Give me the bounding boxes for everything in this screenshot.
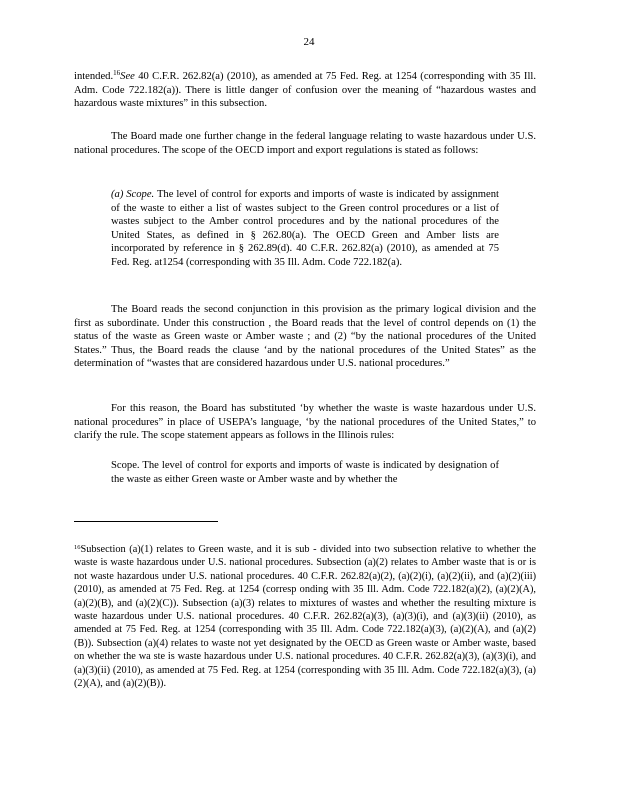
quote-text: The level of control for exports and imports of waste is indicated by assignment of the waste to either a list of wastes subject to the Green control procedures or a list of wastes subject to the Amber control procedures and by the national procedures of the United States, as defined in § 262.80(a). The OECD Green and Amber lists are incorporated by reference in § 262.89(d). 40 C.F.R. 262.82(a) (2010), as amended at 75 Fed. Reg. at1254 (corresponding with 35 Ill. Adm. Code 722.182(a). — [111, 189, 499, 268]
footnote-reference: 16 — [113, 69, 121, 77]
paragraph-text: The Board made one further change in the federal language relating to waste hazardous under U.S. national procedures. The scope of the OECD import and export regulations is stated as follows: — [74, 131, 536, 156]
block-quote-scope — [74, 188, 536, 270]
paragraph-intended — [74, 70, 536, 111]
block-quote-illinois-scope — [74, 459, 536, 486]
see-signal: See — [120, 71, 135, 82]
paragraph-text: intended. — [74, 71, 114, 82]
page-number: 24 — [303, 36, 315, 48]
footnote-number: 16 — [74, 544, 81, 551]
footnote-separator — [74, 521, 218, 522]
paragraph-text: 40 C.F.R. 262.82(a) (2010), as amended at 75 Fed. Reg. at 1254 (corresponding with 35 Ill. Adm. Code 722.182(a)). There is little danger of confusion over the meaning of “hazardous wastes and hazardous waste mixtures” in this subsection. — [74, 71, 536, 110]
scope-label: (a) Scope. — [111, 189, 155, 200]
paragraph-text: For this reason, the Board has substituted ‘by whether the waste is waste hazardous under U.S. national procedures” in place of USEPA’s language, ‘by the national procedures of the United States,” to clarify the rule. The scope statement appears as follows in the Illinois rules: — [74, 403, 536, 442]
footnote-16 — [74, 543, 536, 690]
quote-text: Scope. The level of control for exports and imports of waste is indicated by designation of the waste as either Green waste or Amber waste and by whether the — [111, 460, 499, 485]
footnote-text: Subsection (a)(1) relates to Green waste, and it is sub - divided into two subsection relative to whether the waste is waste hazardous under U.S. national procedures. Subsection (a)(2) relates to Amber waste that is or is not waste hazardous under U.S. national procedures. 40 C.F.R. 262.82(a)(2), (a)(2)(i), (a)(2)(ii), and (a)(2)(iii) (2010), as amended at 75 Fed. Reg. at 1254 (corresp onding with 35 Ill. Adm. Code 722.182(a)(2), (a)(2)(A), (a)(2)(B), and (a)(2)(C)). Subsection (a)(3) relates to mixtures of wastes and whether the resulting mixture is waste hazardous under U.S. national procedures. 40 C.F.R. 262.82(a)(3), (a)(3)(i), and (a)(3)(ii) (2010), as amended at 75 Fed. Reg. at 1254 (corresponding with 35 Ill. Adm. Code 722.182(a)(3), (a)(2)(A), and (a)(2)(B)). Subsection (a)(4) relates to waste not yet designated by the OECD as Green waste or Amber waste, based on whether the wa ste is waste hazardous under U.S. national procedures. 40 C.F.R. 262.82(a)(3), (a)(3)(i), and (a)(3)(ii) (2010), as amended at 75 Fed. Reg. at 1254 (corresponding with 35 Ill. Adm. Code 722.182(a)(3), (a)(2)(A), and (a)(2)(B)). — [74, 544, 536, 690]
paragraph-substituted — [74, 402, 536, 443]
paragraph-further-change — [74, 130, 536, 157]
paragraph-conjunction — [74, 303, 536, 371]
paragraph-text: The Board reads the second conjunction in this provision as the primary logical division and the first as subordinate. Under this construction , the Board reads that the level of control depends on (1) the status of the waste as Green waste or Amber waste ; and (2) “by the national procedures of the United States.” Thus, the Board reads the clause ‘and by the national procedures of the United States” as the determination of “wastes that are considered hazardous under U.S. national procedures.” — [74, 304, 536, 370]
